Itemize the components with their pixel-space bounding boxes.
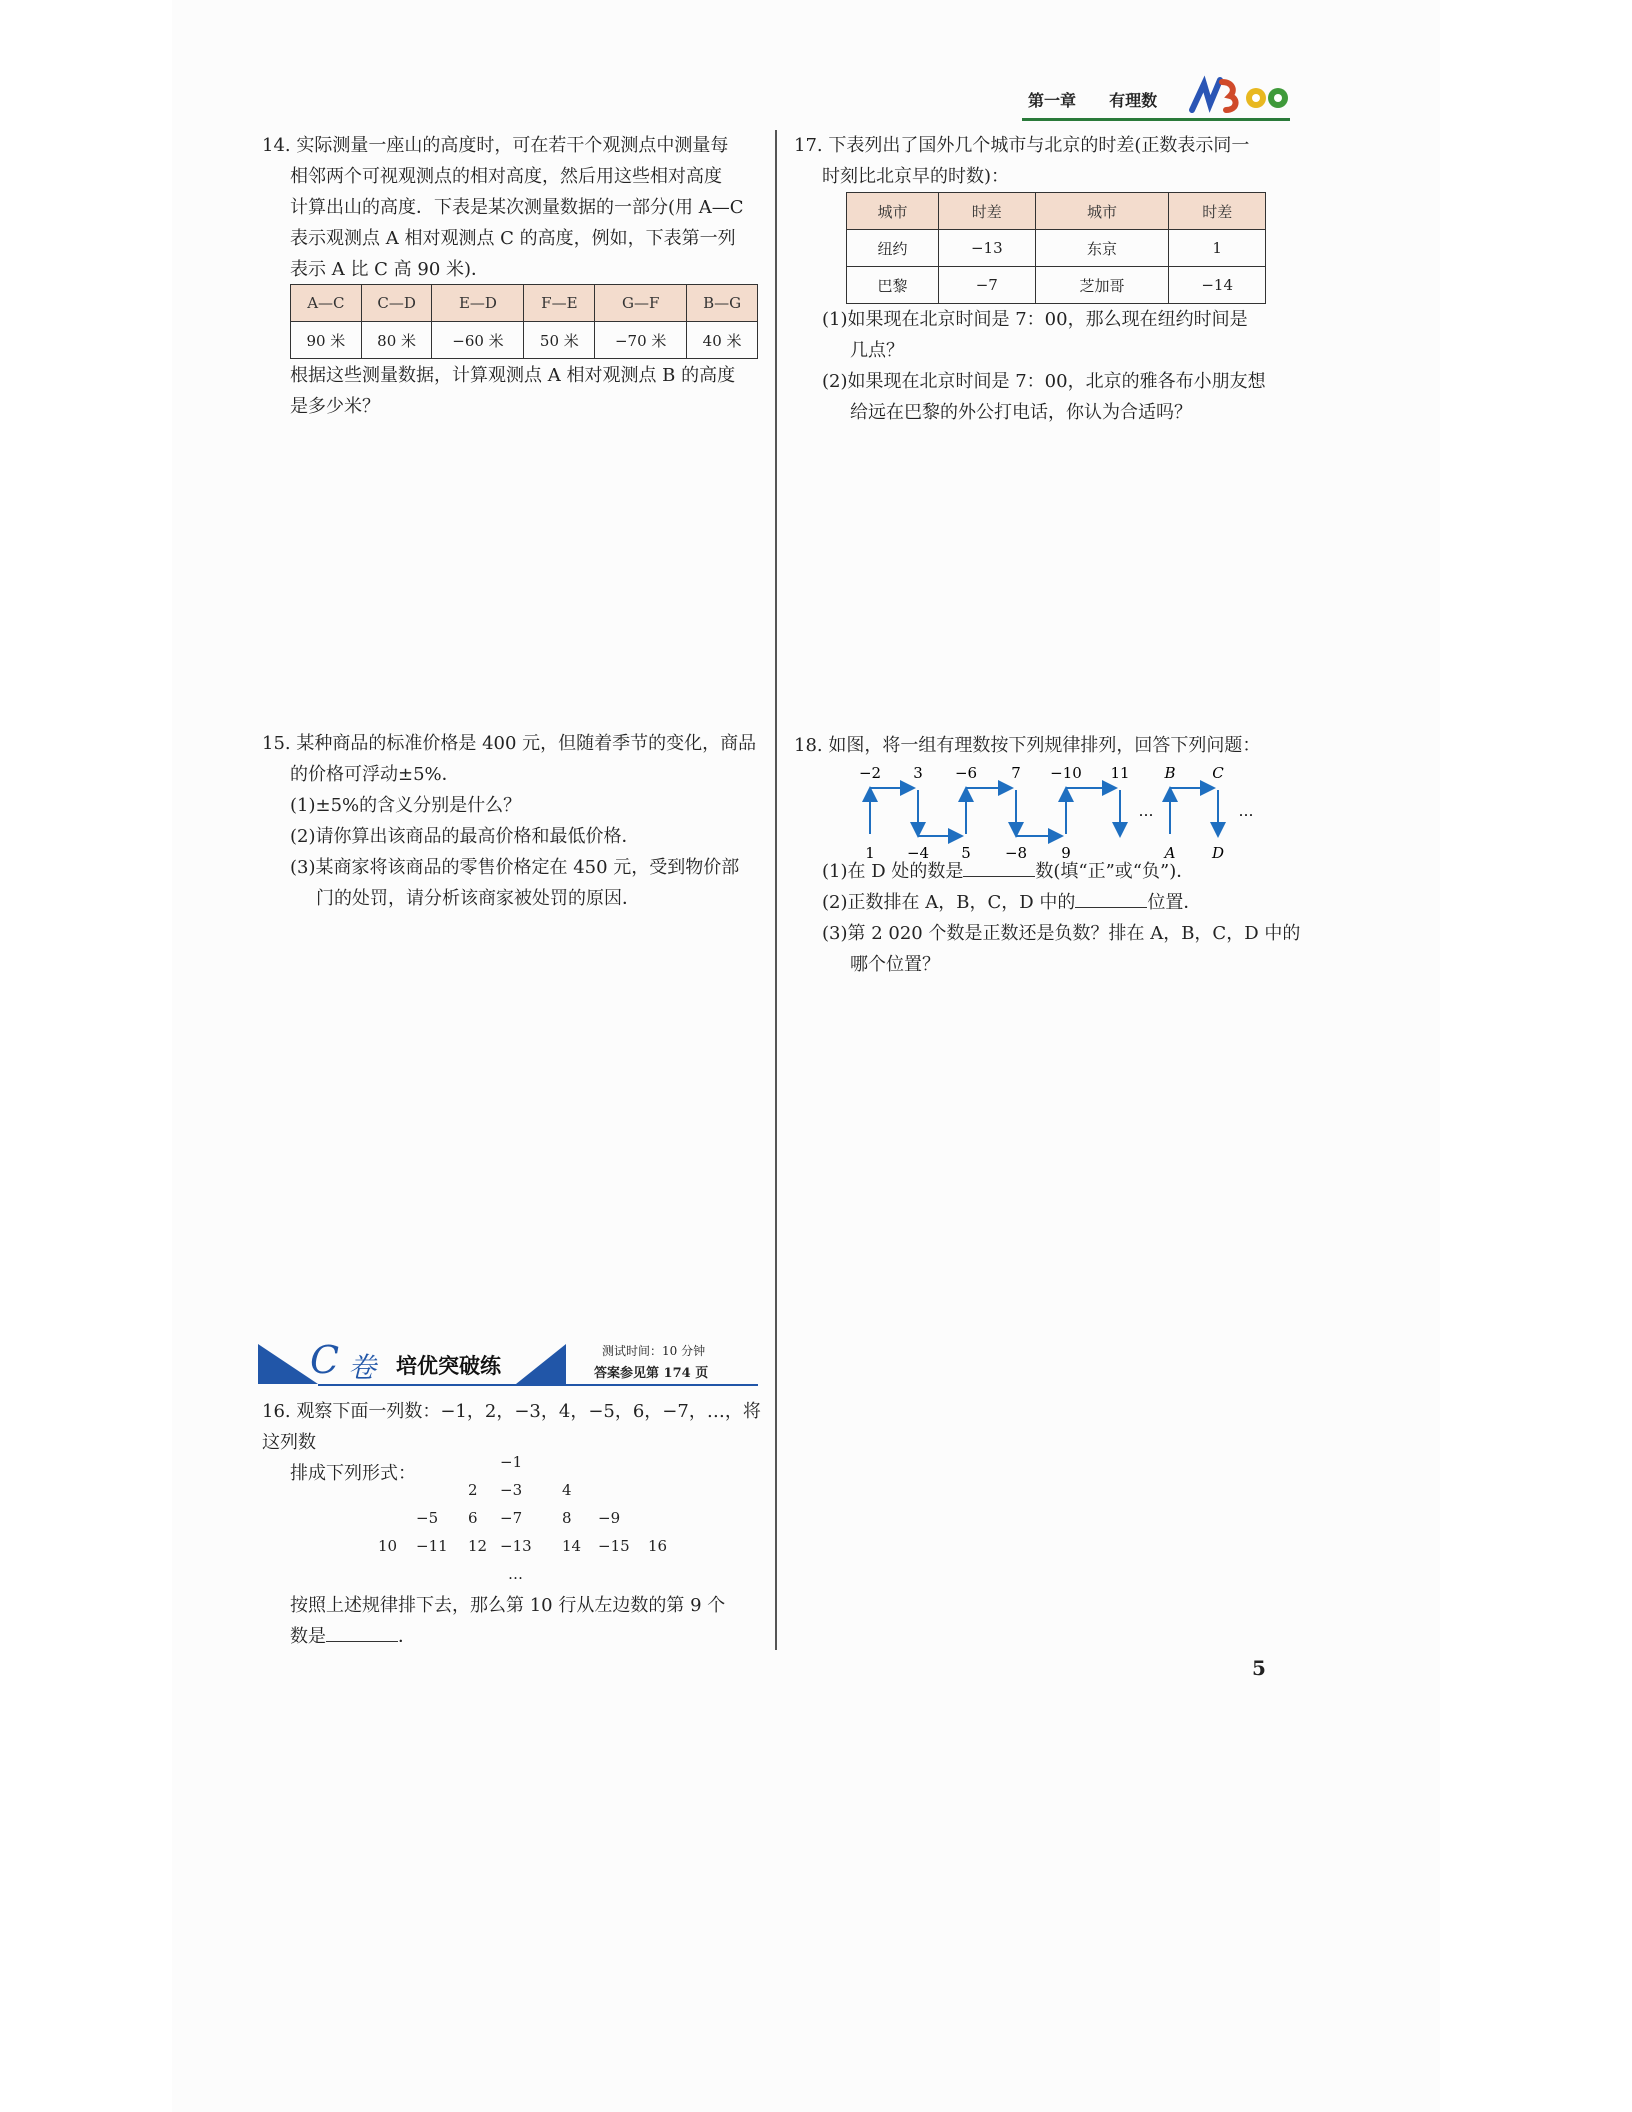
banner-right-triangle-icon (516, 1344, 566, 1384)
q18-part-1 (822, 861, 1194, 882)
q18-top-label: −10 (1050, 764, 1082, 782)
section-c-banner (258, 1338, 758, 1386)
q14-value-cell: 90 米 (291, 322, 362, 359)
q14-line: 相邻两个可视观测点的相对高度，然后用这些相对高度 (290, 166, 722, 187)
q16-number: −7 (500, 1509, 523, 1527)
section-time: 测试时间：10 分钟 (602, 1344, 706, 1358)
q14-question (290, 360, 770, 422)
q16-number: −5 (416, 1509, 439, 1527)
question-15 (262, 728, 772, 914)
question-14 (262, 130, 762, 285)
q16-triangle-array (372, 1448, 672, 1588)
question-18 (794, 730, 1294, 761)
section-letter: C (310, 1338, 340, 1382)
q15-part: (1)±5%的含义分别是什么？ (290, 795, 522, 816)
q17-parts (822, 304, 1302, 428)
q17-cell: −13 (939, 230, 1036, 267)
q14-line: 表示 A 比 C 高 90 米)． (290, 259, 490, 280)
q17-cell: −7 (939, 267, 1036, 304)
q16-line: 排成下列形式： (290, 1463, 416, 1484)
q14-value-cell: −60 米 (432, 322, 524, 359)
q14-value-cell: −70 米 (595, 322, 687, 359)
q14-table (290, 284, 758, 359)
chapter-label: 第一章 (1028, 91, 1077, 110)
q18-bottom-label: −4 (906, 844, 930, 862)
header-rule (1022, 118, 1290, 121)
q16-ellipsis: … (508, 1565, 523, 1583)
q15-part: (2)请你算出该商品的最高价格和最低价格． (290, 826, 640, 847)
q16-number: −15 (598, 1537, 630, 1555)
banner-left-triangle-icon (258, 1344, 318, 1384)
column-divider (775, 130, 777, 1650)
q18-bottom-label: A (1164, 844, 1176, 862)
q14-line: 表示观测点 A 相对观测点 C 的高度，例如，下表第一列 (290, 228, 736, 249)
q17-cell: 东京 (1035, 230, 1169, 267)
banner-rule (318, 1384, 758, 1386)
q18-top-label: 7 (1011, 764, 1021, 782)
q17-cell: 芝加哥 (1035, 267, 1169, 304)
q17-cell: 1 (1169, 230, 1266, 267)
q18-p1-prefix: (1)在 D 处的数是 (822, 861, 964, 882)
q16-question-line (290, 1626, 416, 1647)
q17-header-cell: 城市 (1035, 193, 1169, 230)
q17-header-cell: 时差 (1169, 193, 1266, 230)
q18-ellipsis: … (1238, 802, 1254, 820)
q16-number: 14 (562, 1537, 582, 1555)
chapter-header (1028, 88, 1157, 111)
q18-part-3: (3)第 2 020 个数是正数还是负数？排在 A，B，C，D 中的 (822, 923, 1301, 944)
question-17 (794, 130, 1294, 192)
q17-cell: 纽约 (847, 230, 939, 267)
q18-top-label: 11 (1110, 764, 1130, 782)
q16-number: 12 (468, 1537, 488, 1555)
q16-number: 4 (562, 1481, 572, 1499)
q16-number: 6 (468, 1509, 478, 1527)
q17-table (846, 192, 1266, 304)
q14-header-cell: B—G (687, 285, 758, 322)
q16-number: −13 (500, 1537, 532, 1555)
page-number: 5 (1252, 1656, 1266, 1680)
q16-number: −1 (500, 1453, 523, 1471)
q18-top-label: −6 (954, 764, 978, 782)
q14-after-line: 根据这些测量数据，计算观测点 A 相对观测点 B 的高度 (290, 365, 736, 386)
q16-number: 8 (562, 1509, 572, 1527)
q14-header-cell: F—E (524, 285, 595, 322)
q18-bottom-label: 1 (865, 844, 875, 862)
answer-blank[interactable] (963, 858, 1035, 877)
q17-part: 给远在巴黎的外公打电话，你认为合适吗？ (850, 402, 1192, 423)
chapter-title: 有理数 (1109, 91, 1158, 110)
q16-number: −11 (416, 1537, 448, 1555)
q15-part: (3)某商家将该商品的零售价格定在 450 元，受到物价部 (290, 857, 740, 878)
q15-part: 门的处罚，请分析该商家被处罚的原因． (316, 888, 640, 909)
header-logo-icon (1186, 74, 1292, 118)
q18-p1-suffix: 数(填“正”或“负”)． (1035, 861, 1195, 882)
q14-value-cell: 40 米 (687, 322, 758, 359)
q16-number: 2 (468, 1481, 478, 1499)
q14-after-line: 是多少米？ (290, 396, 380, 417)
q18-line: 18. 如图，将一组有理数按下列规律排列，回答下列问题： (794, 735, 1261, 756)
q16-line: 16. 观察下面一列数：−1，2，−3，4，−5，6，−7，…，将这列数 (262, 1401, 761, 1453)
q18-p2-suffix: 位置． (1147, 892, 1202, 913)
q18-part-3: 哪个位置？ (850, 954, 940, 975)
q16-question (290, 1590, 770, 1652)
q18-bottom-label: −8 (1004, 844, 1028, 862)
q17-header-cell: 时差 (939, 193, 1036, 230)
q18-bottom-label: 9 (1061, 844, 1071, 862)
q15-line: 的价格可浮动±5%． (290, 764, 460, 785)
q18-top-label: 3 (913, 764, 923, 782)
q17-cell: −14 (1169, 267, 1266, 304)
q16-question-suffix: ． (398, 1626, 416, 1647)
q15-line: 15. 某种商品的标准价格是 400 元，但随着季节的变化，商品 (262, 733, 757, 754)
q18-parts (822, 856, 1302, 980)
q18-bottom-label: 5 (961, 844, 971, 862)
q14-value-cell: 80 米 (361, 322, 432, 359)
section-juan: 卷 (348, 1351, 377, 1384)
q18-top-label: C (1212, 764, 1224, 782)
q14-line: 14. 实际测量一座山的高度时，可在若干个观测点中测量每 (262, 135, 729, 156)
q17-part: 几点？ (850, 340, 904, 361)
q14-value-cell: 50 米 (524, 322, 595, 359)
q18-part-2 (822, 892, 1201, 913)
q17-part: (2)如果现在北京时间是 7：00，北京的雅各布小朋友想 (822, 371, 1266, 392)
q17-line: 17. 下表列出了国外几个城市与北京的时差(正数表示同一 (794, 135, 1250, 156)
q14-line: 计算出山的高度．下表是某次测量数据的一部分(用 A—C (290, 197, 744, 218)
q18-bottom-label: D (1211, 844, 1225, 862)
q16-question-line: 按照上述规律排下去，那么第 10 行从左边数的第 9 个 (290, 1595, 726, 1616)
q16-number: −9 (598, 1509, 621, 1527)
q18-top-label: B (1164, 764, 1176, 782)
section-answer-ref: 答案参见第 174 页 (594, 1366, 709, 1381)
q14-header-cell: A—C (291, 285, 362, 322)
q17-line: 时刻比北京早的时数)： (822, 166, 1010, 187)
q14-header-cell: C—D (361, 285, 432, 322)
q14-header-cell: G—F (595, 285, 687, 322)
q18-pattern-diagram (848, 762, 1278, 862)
q18-top-label: −2 (858, 764, 882, 782)
q14-header-cell: E—D (432, 285, 524, 322)
q17-part: (1)如果现在北京时间是 7：00，那么现在纽约时间是 (822, 309, 1248, 330)
q16-number: 16 (648, 1537, 668, 1555)
q18-p2-prefix: (2)正数排在 A，B，C，D 中的 (822, 892, 1076, 913)
q17-header-cell: 城市 (847, 193, 939, 230)
section-title: 培优突破练 (396, 1354, 501, 1378)
answer-blank[interactable] (1075, 889, 1147, 908)
q16-question-prefix: 数是 (290, 1626, 326, 1647)
q16-number: −3 (500, 1481, 523, 1499)
answer-blank[interactable] (326, 1623, 398, 1642)
q16-number: 10 (378, 1537, 398, 1555)
q18-ellipsis: … (1138, 802, 1154, 820)
q17-cell: 巴黎 (847, 267, 939, 304)
